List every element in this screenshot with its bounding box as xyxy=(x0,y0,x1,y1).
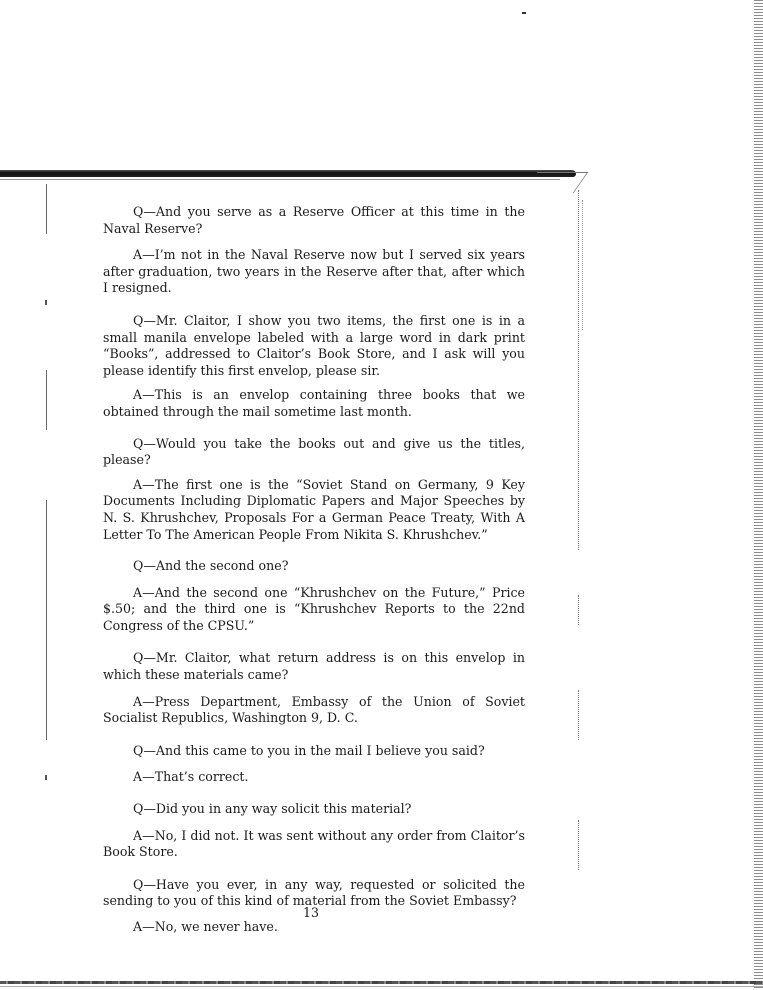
scan-shadow-bar xyxy=(0,170,576,177)
transcript-question: Q—Did you in any way solicit this material? xyxy=(133,801,412,817)
transcript-answer: A—No, we never have. xyxy=(133,919,278,934)
transcript-question: Q—Mr. Claitor, I show you two items, the first one is in a small manila envelope labeled with a large word in dark print “Books”, addressed to Claitor’s Book Store, and I ask will you please identify this first envelop, please sir. xyxy=(103,312,525,378)
right-page-edge xyxy=(578,690,580,740)
left-page-edge xyxy=(46,184,47,234)
transcript-question: Q—And the second one? xyxy=(133,558,289,574)
scan-binding-edge xyxy=(754,0,763,990)
transcript-question: Q—And you serve as a Reserve Officer at this time in the Naval Reserve? xyxy=(103,204,525,236)
transcript-question: Q—Have you ever, in any way, requested or solicited the sending to you of this kind of material from the Soviet Embassy? xyxy=(103,876,525,909)
left-edge-mark xyxy=(45,775,47,780)
transcript-answer: A—No, I did not. It was sent without any order from Claitor’s Book Store. xyxy=(103,827,525,860)
right-page-edge xyxy=(578,190,580,550)
left-page-edge xyxy=(46,370,47,430)
left-edge-mark xyxy=(45,300,47,305)
transcript-question: Q—Mr. Claitor, what return address is on this envelop in which these materials came? xyxy=(103,650,525,683)
right-page-edge xyxy=(578,820,580,870)
right-page-edge xyxy=(582,200,584,330)
scan-bottom-line xyxy=(0,986,763,987)
left-page-edge xyxy=(46,500,47,740)
scan-speck xyxy=(522,12,526,14)
transcript-question: Q—Would you take the books out and give us the titles, please? xyxy=(103,435,525,468)
transcript-answer: A—The first one is the “Soviet Stand on Germany, 9 Key Documents Including Diplomatic Papers and Major Speeches by N. S. Khrushchev, Proposals For a German Peace Treaty, With A Letter To The American People From Nikita S. Khrushchev.” xyxy=(103,476,525,542)
scan-bottom-edge xyxy=(0,981,763,984)
right-page-edge xyxy=(578,595,580,625)
transcript-answer: A—This is an envelop containing three books that we obtained through the mail sometime last month. xyxy=(103,387,525,419)
transcript-answer: A—That’s correct. xyxy=(133,769,249,785)
transcript-answer: A—Press Department, Embassy of the Union of Soviet Socialist Republics, Washington 9, D. C. xyxy=(103,693,525,726)
scan-shadow-line xyxy=(0,179,560,180)
transcript-body xyxy=(103,204,525,936)
page-number: 13 xyxy=(303,905,320,920)
transcript-answer: A—And the second one “Khrushchev on the Future,” Price $.50; and the third one is “Khrushchev Reports to the 22nd Congress of the CPSU.” xyxy=(103,584,525,633)
transcript-question: Q—And this came to you in the mail I believe you said? xyxy=(133,742,485,758)
transcript-answer: A—I’m not in the Naval Reserve now but I served six years after graduation, two years in the Reserve after that, after which I resigned. xyxy=(103,247,525,296)
